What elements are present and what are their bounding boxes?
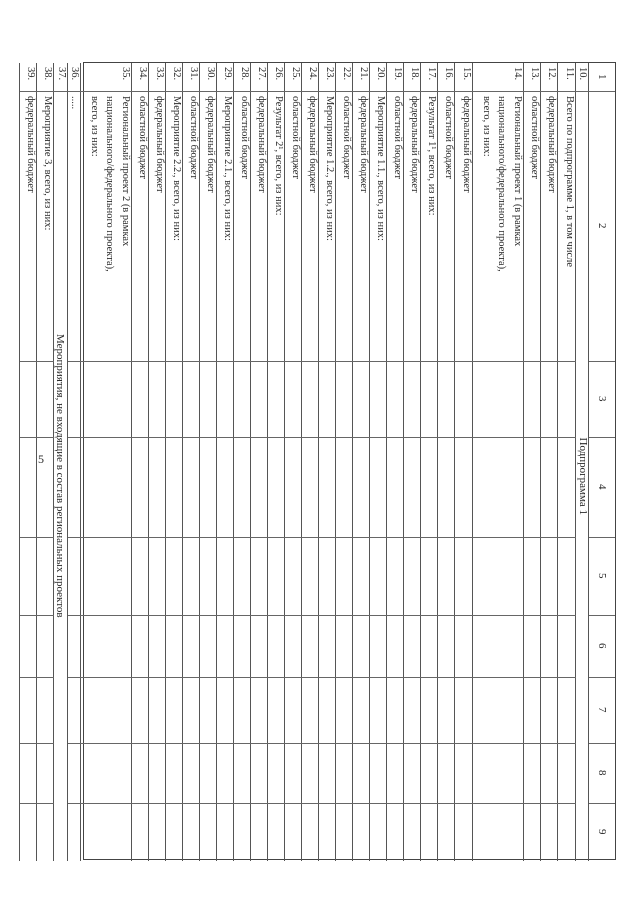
row-divider [233, 63, 234, 861]
row-number: 26. [273, 67, 284, 81]
row-number: 29. [222, 67, 233, 81]
page-number: 5 [38, 452, 44, 466]
row-label: федеральный бюджет [25, 96, 36, 193]
column-divider [68, 437, 576, 438]
row-number: 32. [171, 67, 182, 81]
row-number: 17. [426, 67, 437, 81]
row-label: Всего по подпрограмме 1, в том числе [564, 96, 575, 267]
column-divider [68, 537, 576, 538]
row-number: 35. [120, 67, 131, 81]
row-number: 16. [443, 67, 454, 81]
column-divider [68, 615, 576, 616]
row-number: 31. [188, 67, 199, 81]
column-divider [589, 361, 615, 362]
row-divider [216, 63, 217, 861]
row-number: 12. [546, 67, 557, 81]
row-divider [454, 63, 455, 861]
row-label: федеральный бюджет [307, 96, 318, 193]
row-label: федеральный бюджет [546, 96, 557, 193]
row-number: 21. [358, 67, 369, 81]
row-number: 14. [512, 67, 523, 81]
row-number: 11. [564, 67, 575, 80]
column-divider [20, 677, 54, 678]
row-number: 15. [461, 67, 472, 81]
row-number: 20. [375, 67, 386, 81]
column-divider [589, 537, 615, 538]
column-header: 2 [596, 223, 608, 229]
row-label: областной бюджет [290, 96, 301, 179]
not-included-title: Мероприятия, не входящие в состав региональных проектов [54, 334, 66, 618]
row-divider [165, 63, 166, 861]
row-label: Мероприятие 1.2., всего, из них: [324, 96, 335, 241]
row-label: всего, из них: [481, 96, 492, 157]
row-number: 25. [290, 67, 301, 81]
column-divider [20, 437, 54, 438]
row-number: 24. [307, 67, 318, 81]
row-divider [437, 63, 438, 861]
row-divider [352, 63, 353, 861]
row-label: областной бюджет [188, 96, 199, 179]
row-label: Мероприятие 3, всего, из них: [42, 96, 53, 231]
row-number: 30. [205, 67, 216, 81]
row-number: 18. [409, 67, 420, 81]
column-header: 3 [596, 396, 608, 402]
row-label: всего, из них: [89, 96, 100, 157]
row-number: 33. [154, 67, 165, 81]
row-label: федеральный бюджет [205, 96, 216, 193]
column-divider [20, 361, 54, 362]
row-divider [284, 63, 285, 861]
row-label: Результат 1¹, всего, из них: [426, 96, 437, 216]
row-divider [131, 63, 132, 861]
row-label: Результат 2¹, всего, из них: [273, 96, 284, 216]
row-label: Региональный проект 2 (в рамках [120, 96, 131, 247]
row-number: 10. [577, 67, 588, 81]
column-divider [589, 615, 615, 616]
column-divider [68, 677, 576, 678]
row-label: ..... [69, 96, 80, 110]
row-label: национального/федерального проекта), [104, 96, 116, 272]
row-divider [403, 63, 404, 861]
row-label: федеральный бюджет [256, 96, 267, 193]
row-divider [386, 63, 387, 861]
row-label: областной бюджет [443, 96, 454, 179]
row-label: национального/федерального проекта), [496, 96, 508, 272]
column-divider [589, 743, 615, 744]
row-divider [148, 63, 149, 861]
column-header: 5 [596, 573, 608, 579]
row-divider [80, 63, 81, 861]
column-header: 7 [596, 707, 608, 713]
column-divider [68, 361, 576, 362]
budget-table [25, 62, 616, 860]
row-divider [420, 63, 421, 861]
row-number: 27. [256, 67, 267, 81]
row-divider [557, 63, 558, 861]
row-label: Мероприятие 2.2., всего, из них: [171, 96, 182, 241]
column-header: 9 [596, 829, 608, 835]
row-label: федеральный бюджет [409, 96, 420, 193]
column-header: 1 [596, 74, 608, 80]
row-label: областной бюджет [392, 96, 403, 179]
row-number: 34. [137, 67, 148, 81]
column-divider [589, 437, 615, 438]
row-number: 23. [324, 67, 335, 81]
row-divider [335, 63, 336, 861]
row-divider [67, 63, 68, 861]
row-divider [540, 63, 541, 861]
row-label: федеральный бюджет [154, 96, 165, 193]
row-divider [19, 63, 20, 861]
column-divider [20, 615, 54, 616]
row-number: 19. [392, 67, 403, 81]
row-number: 38. [42, 67, 53, 81]
row-label: федеральный бюджет [461, 96, 472, 193]
rotated-table-container [16, 62, 616, 862]
row-number: 13. [529, 67, 540, 81]
column-divider [68, 803, 576, 804]
row-number: 22. [341, 67, 352, 81]
column-divider [20, 743, 54, 744]
row-number: 37. [56, 67, 67, 81]
row-label: областной бюджет [239, 96, 250, 179]
row-label: областной бюджет [137, 96, 148, 179]
row-label: областной бюджет [341, 96, 352, 179]
column-header: 8 [596, 770, 608, 776]
row-divider [523, 63, 524, 861]
row-divider [301, 63, 302, 861]
row-divider [472, 63, 473, 861]
row-number: 39. [25, 67, 36, 81]
column-header: 4 [596, 484, 608, 490]
column-divider [20, 803, 54, 804]
row-divider [250, 63, 251, 861]
column-divider [589, 803, 615, 804]
column-divider [589, 677, 615, 678]
row-number: 36. [69, 67, 80, 81]
column-divider [68, 743, 576, 744]
row-label: Региональный проект 1 (в рамках [512, 96, 523, 247]
row-label: областной бюджет [529, 96, 540, 179]
row-label: Мероприятие 1.1., всего, из них: [375, 96, 386, 241]
row-divider [369, 63, 370, 861]
column-header: 6 [596, 643, 608, 649]
row-divider [318, 63, 319, 861]
row-divider [36, 63, 37, 861]
subprogram-title: Подпрограмма 1 [577, 437, 589, 515]
row-divider [182, 63, 183, 861]
column-divider [20, 91, 615, 92]
row-label: Мероприятие 2.1., всего, из них: [222, 96, 233, 241]
row-label: федеральный бюджет [358, 96, 369, 193]
column-divider [20, 537, 54, 538]
row-divider [199, 63, 200, 861]
row-divider [267, 63, 268, 861]
row-number: 28. [239, 67, 250, 81]
